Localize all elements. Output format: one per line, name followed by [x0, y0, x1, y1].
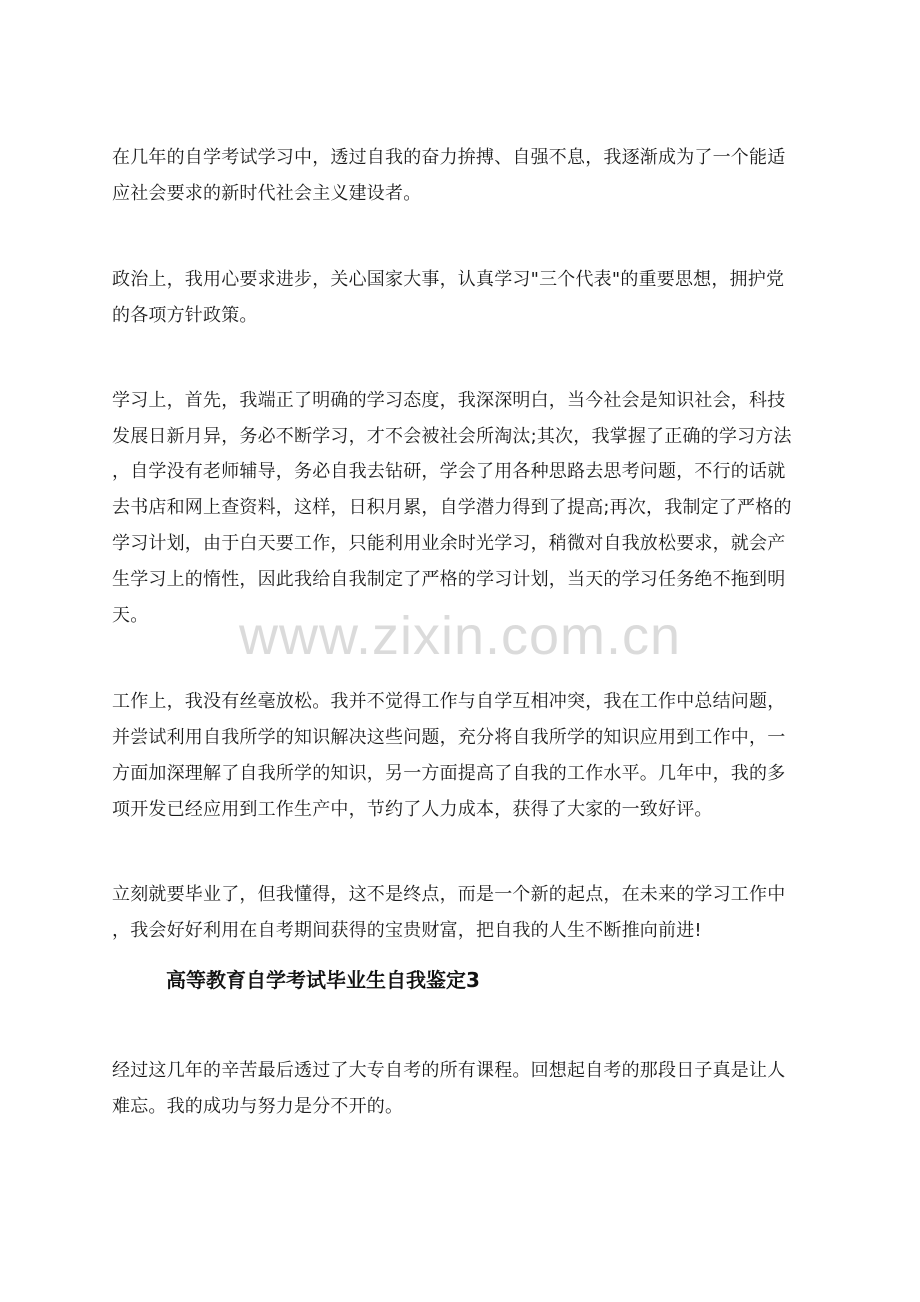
paragraph-3-line-7: 天。: [112, 605, 149, 626]
paragraph-3-line-4: 去书店和网上查资料，这样，日积月累，自学潜力得到了提高;再次，我制定了严格的: [112, 497, 792, 518]
paragraph-2-line-1: 政治上，我用心要求进步，关心国家大事，认真学习"三个代表"的重要思想，拥护党: [112, 269, 785, 290]
section-heading: 高等教育自学考试毕业生自我鉴定3: [166, 968, 480, 992]
paragraph-3-line-3: ，自学没有老师辅导，务必自我去钻研，学会了用各种思路去思考问题，不行的话就: [112, 461, 786, 482]
paragraph-3-line-1: 学习上，首先，我端正了明确的学习态度，我深深明白，当今社会是知识社会，科技: [112, 390, 786, 411]
paragraph-3-line-5: 学习计划，由于白天要工作，只能利用业余时光学习，稍微对自我放松要求，就会产: [112, 533, 786, 554]
paragraph-2-line-2: 的各项方针政策。: [112, 305, 258, 326]
paragraph-4-line-3: 方面加深理解了自我所学的知识，另一方面提高了自我的工作水平。几年中，我的多: [112, 763, 786, 784]
watermark: www.zixin.com.cn: [238, 606, 682, 666]
paragraph-3-line-6: 生学习上的惰性，因此我给自我制定了严格的学习计划，当天的学习任务绝不拖到明: [112, 569, 786, 590]
paragraph-3-line-2: 发展日新月异，务必不断学习，才不会被社会所淘汰;其次，我掌握了正确的学习方法: [112, 426, 792, 447]
paragraph-4-line-1: 工作上，我没有丝毫放松。我并不觉得工作与自学互相冲突，我在工作中总结问题，: [112, 691, 786, 712]
paragraph-5-line-2: ，我会好好利用在自考期间获得的宝贵财富，把自我的人生不断推向前进!: [112, 920, 702, 941]
paragraph-4-line-2: 并尝试利用自我所学的知识解决这些问题，充分将自我所学的知识应用到工作中，一: [112, 727, 786, 748]
paragraph-1-line-2: 应社会要求的新时代社会主义建设者。: [112, 183, 422, 204]
paragraph-1-line-1: 在几年的自学考试学习中，透过自我的奋力拚搏、自强不息，我逐渐成为了一个能适: [112, 147, 786, 168]
final-paragraph-line-2: 难忘。我的成功与努力是分不开的。: [112, 1096, 404, 1117]
final-paragraph-line-1: 经过这几年的辛苦最后透过了大专自考的所有课程。回想起自考的那段日子真是让人: [112, 1060, 786, 1081]
paragraph-5-line-1: 立刻就要毕业了，但我懂得，这不是终点，而是一个新的起点，在未来的学习工作中: [112, 884, 786, 905]
paragraph-4-line-4: 项开发已经应用到工作生产中，节约了人力成本，获得了大家的一致好评。: [112, 799, 713, 820]
